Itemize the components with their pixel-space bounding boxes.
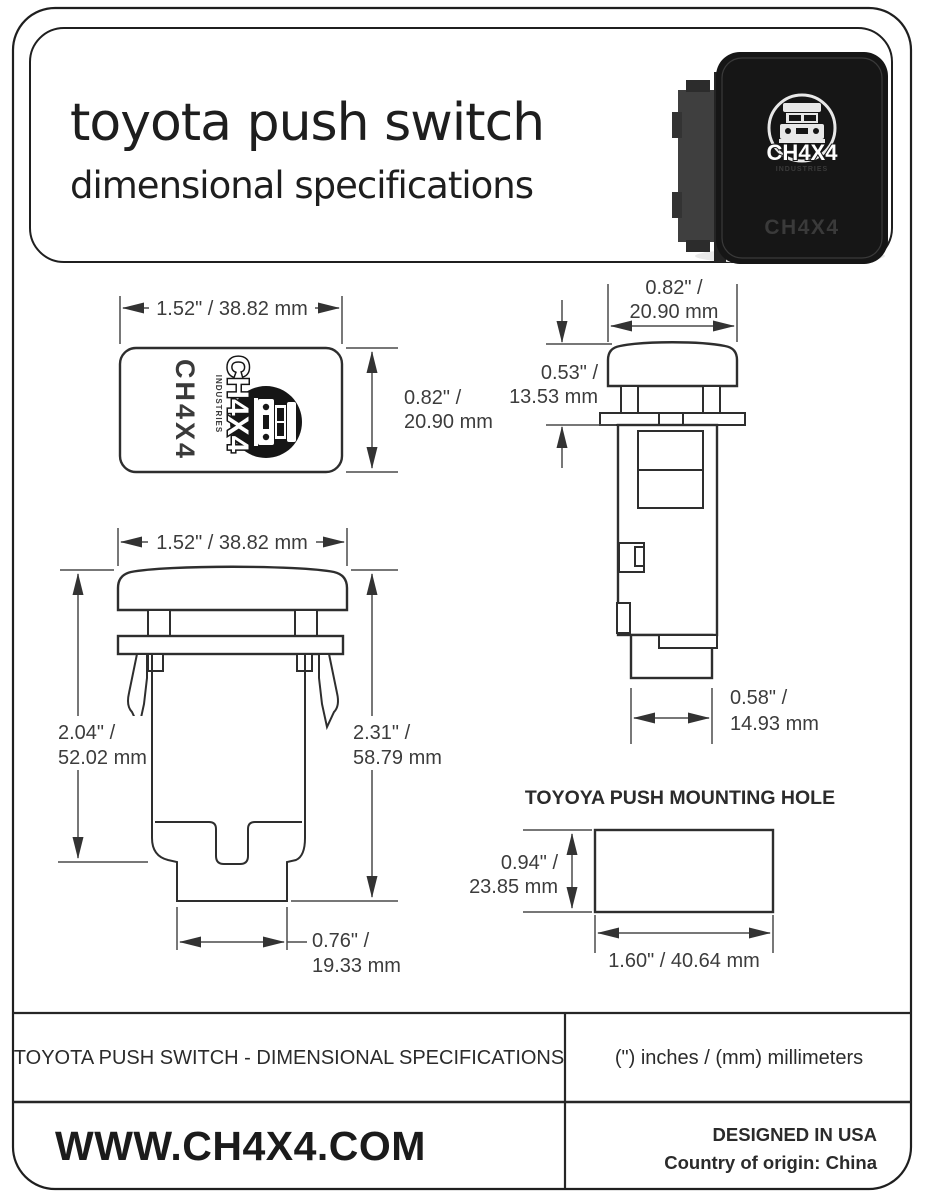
- side-conn-dim-l1: 0.58" /: [730, 687, 788, 709]
- product-photo: [672, 52, 888, 264]
- side-post-left: [621, 386, 638, 413]
- side-clip-inner: [635, 547, 644, 566]
- front-right-dim-l2: 58.79 mm: [353, 747, 442, 769]
- footer-spec-label: TOYOTA PUSH SWITCH - DIMENSIONAL SPECIFICATIONS: [13, 1047, 565, 1069]
- face-label-photo: CH4X4: [764, 216, 840, 239]
- side-cap: [608, 342, 737, 386]
- face-height-dim-l2: 20.90 mm: [404, 411, 493, 433]
- face-view-drawing: [120, 294, 493, 472]
- front-flange: [118, 636, 343, 654]
- footer-designed-label: DESIGNED IN USA: [712, 1124, 877, 1145]
- side-flange-tab: [659, 413, 683, 425]
- footer-units-label: (") inches / (mm) millimeters: [614, 1047, 864, 1069]
- footer-origin-label: Country of origin: China: [664, 1152, 877, 1173]
- front-post-right: [295, 610, 317, 636]
- hole-height-dim-l1: 0.94" /: [500, 852, 558, 874]
- page-title: toyota push switch: [70, 93, 545, 153]
- front-clip-right: [319, 654, 338, 727]
- logo-sub-text: INDUSTRIES: [775, 166, 829, 173]
- front-left-dim-l1: 2.04" /: [58, 722, 116, 744]
- truck-icon: [254, 398, 296, 446]
- side-post-right: [703, 386, 720, 413]
- face-brand-text: CH4X4: [170, 358, 200, 462]
- front-keyway: [155, 822, 302, 864]
- side-conn-dim-l2: 14.93 mm: [730, 713, 819, 735]
- front-width-dim: 1.52" / 38.82 mm: [156, 532, 308, 554]
- front-bottom-dim-l1: 0.76" /: [312, 930, 370, 952]
- mounting-hole-title: TOYOYA PUSH MOUNTING HOLE: [524, 787, 836, 809]
- hole-width-dim: 1.60" / 40.64 mm: [608, 950, 760, 972]
- front-right-dim-l1: 2.31" /: [353, 722, 411, 744]
- side-cap-dim-l1: 0.53" /: [540, 362, 598, 384]
- header: [30, 28, 892, 264]
- front-stub-left: [148, 654, 163, 671]
- side-width-dim-l2: 20.90 mm: [629, 301, 719, 323]
- side-step: [617, 603, 630, 633]
- face-height-dim-l1: 0.82" /: [404, 387, 462, 409]
- logo-sub-text: INDUSTRIES: [214, 374, 223, 434]
- side-width-dim-l1: 0.82" /: [645, 277, 703, 299]
- side-connector-step: [659, 635, 717, 648]
- page-subtitle: dimensional specifications: [70, 164, 534, 207]
- footer: [13, 1013, 911, 1188]
- side-cap-dim-l2: 13.53 mm: [509, 386, 598, 408]
- face-width-dim: 1.52" / 38.82 mm: [156, 298, 308, 320]
- side-view-drawing: [509, 277, 819, 744]
- mounting-hole-rect: [595, 830, 773, 912]
- front-cap: [118, 567, 347, 610]
- logo-brand-text: CH4X4: [221, 355, 254, 453]
- front-left-dim-l2: 52.02 mm: [58, 747, 147, 769]
- footer-website: WWW.CH4X4.COM: [55, 1123, 426, 1169]
- logo-brand-text: CH4X4: [766, 140, 838, 165]
- hole-height-dim-l2: 23.85 mm: [469, 876, 558, 898]
- mounting-hole-drawing: [469, 787, 835, 972]
- front-bottom-dim-l2: 19.33 mm: [312, 955, 401, 977]
- front-view-drawing: [54, 528, 442, 977]
- front-post-left: [148, 610, 170, 636]
